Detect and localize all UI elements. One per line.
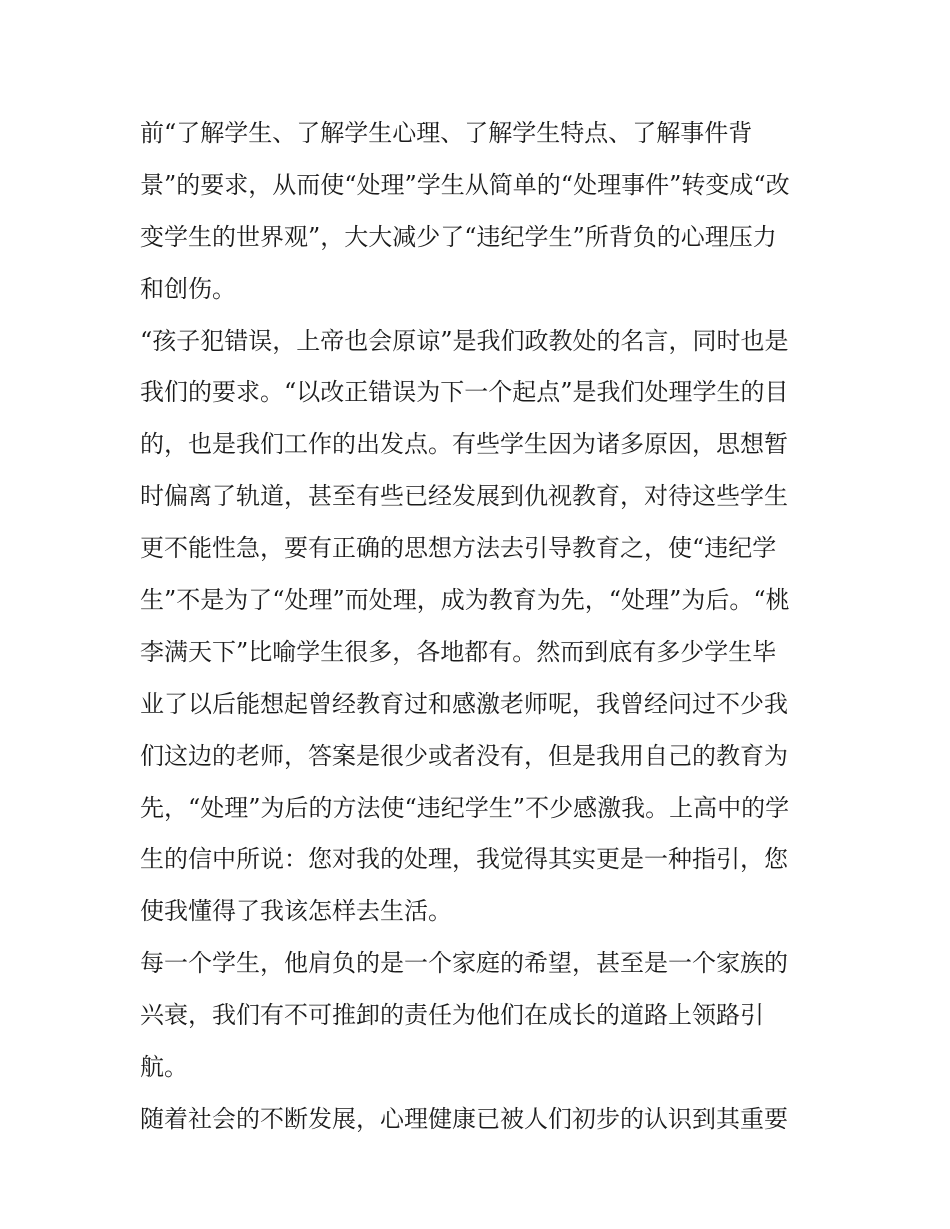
body-text xyxy=(140,108,820,1146)
text-line: 我们的要求。“以改正错误为下一个起点”是我们处理学生的目 xyxy=(140,378,789,407)
text-line: 李满天下”比喻学生很多，各地都有。然而到底有多少学生毕 xyxy=(140,637,777,666)
text-line: 和创伤。 xyxy=(140,274,236,303)
text-line: 景”的要求，从而使“处理”学生从简单的“处理事件”转变成“改 xyxy=(140,170,790,199)
text-line: 使我懂得了我该怎样去生活。 xyxy=(140,897,452,926)
text-line: 每一个学生，他肩负的是一个家庭的希望，甚至是一个家族的 xyxy=(140,949,788,978)
text-line: 时偏离了轨道，甚至有些已经发展到仇视教育，对待这些学生 xyxy=(140,482,788,511)
text-line: 更不能性急，要有正确的思想方法去引导教育之，使“违纪学 xyxy=(140,534,777,563)
text-line: 兴衰，我们有不可推卸的责任为他们在成长的道路上领路引 xyxy=(140,1001,764,1030)
text-line: 航。 xyxy=(140,1053,188,1082)
text-line: 前“了解学生、了解学生心理、了解学生特点、了解事件背 xyxy=(140,119,753,147)
text-line: 生的信中所说：您对我的处理，我觉得其实更是一种指引，您 xyxy=(140,845,788,874)
text-line: 随着社会的不断发展，心理健康已被人们初步的认识到其重要 xyxy=(140,1104,788,1133)
text-line: 先，“处理”为后的方法使“违纪学生”不少感激我。上高中的学 xyxy=(140,793,790,822)
text-line: 变学生的世界观”，大大减少了“违纪学生”所背负的心理压力 xyxy=(140,222,777,251)
text-line: “孩子犯错误，上帝也会原谅”是我们政教处的名言，同时也是 xyxy=(140,326,789,355)
text-line: 们这边的老师，答案是很少或者没有，但是我用自己的教育为 xyxy=(140,741,788,770)
text-line: 业了以后能想起曾经教育过和感激老师呢，我曾经问过不少我 xyxy=(140,689,788,718)
text-line: 生”不是为了“处理”而处理，成为教育为先，“处理”为后。“桃 xyxy=(140,586,790,615)
text-line: 的，也是我们工作的出发点。有些学生因为诸多原因，思想暂 xyxy=(140,430,788,459)
